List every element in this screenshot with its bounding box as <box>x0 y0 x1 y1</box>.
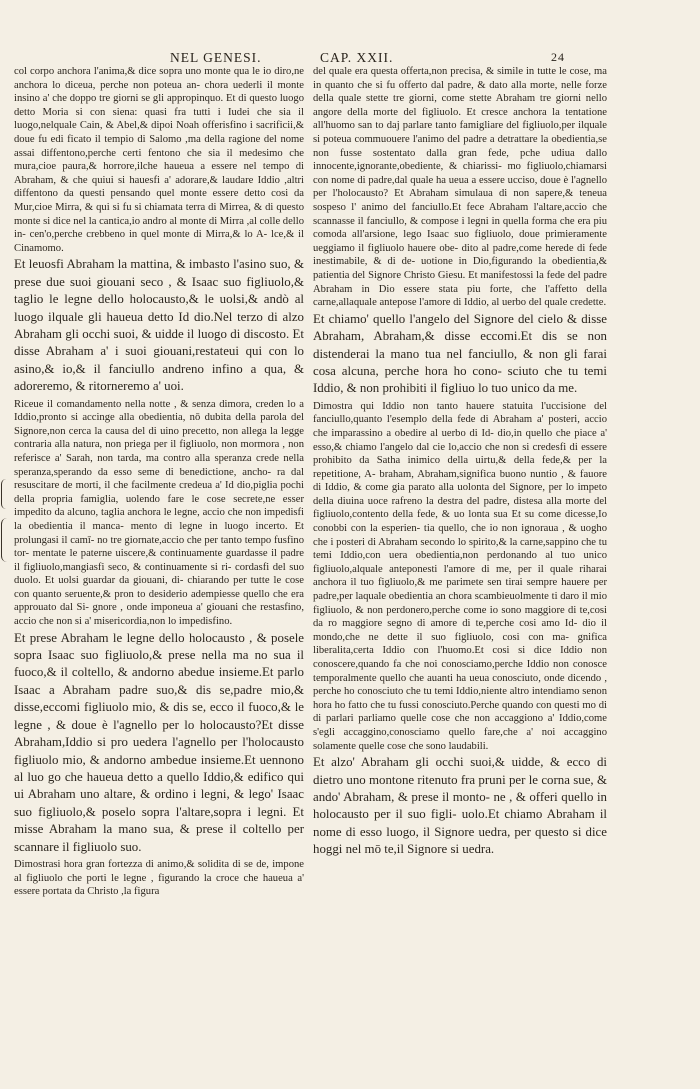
scripture-paragraph: Et leuosfi Abraham la mattina, & imbasto l'asino suo, & prese due suoi giouani seco , & Isaac suo figliuolo,& taglio le legne dello holocausto,& le uolsi,& andò al luogo ilquale gli haueua detto Id dio.Nel terzo di alzo Abraham gli occhi suoi, & uidde il luogo di discosto. Et disse Abraham a' i suoi giouani,restateui qui con lo asino,& io,& il fanciullo andreno infino a qua, & adoreremo, & ritorneremo a' uoi. <box>14 257 304 394</box>
commentary-paragraph: Dimostra qui Iddio non tanto hauere statuita l'uccisione del fanciullo,quanto l'esemplo della fede di Abraham a' posteri, accio che imparassino a obedire al uerbo di Id- dio,in quello che piace a' esso,& chiamo l'angelo dal cie lo,accio che non si credesfi di essere prohibito da Satha inimico della uirtu,& della fede,& per la repetitione, A- braham, Abraham,significa buono nuntio , & fauore di Iddio, & come gia parato alla uolonta del Signore, per lo impeto della diuina uoce rafreno la destra del padre, distesa alla morte del figliuolo,contento della fede, & uo lonta sua Et su come dicesse,Io conobbi con la esperien- tia quello, che io non ignoraua , & uogho che i posteri di Abraham secondo lo spirito,& la carne,sappino che tu temi Iddio,con uera obedientia,non perdonando al tuo unico figliuolo,alquale anteponesti l'amore di me, per il quale riharai anchora il tuo figliuolo,& me parimete sen tirai sempre hauere per padre,per laquale obedientia an chora scambieuolmente ti daro il mio figliuolo, & non perdonero,perche come io sono maggiore di te,cosi da ro maggiore segno di amore di te,perche cosi amo Id- dio il mondo,che ne dette il suo figliuolo, cosi con ma- gnifica liberalita,certa Iddio con l'huomo.Et cosi si dice Iddio non conoscere,quando fa che noi conosciamo,perche Iddio non conosce temporalmente quello che auanti ha ueua conosciuto, onde dicendo , perche ho conosciuto che tu temi Iddio,niente altro intendiamo senon hora ho fatto che tu fussi conosciuto.Perche quando con questi mo di di parlari parliamo quelle cose che non accaggiono a' Iddio,come s'egli accaggino,conosciamo quello fare,che a' noi accaggino solamente quelle cose che sono laudabili. <box>313 400 607 752</box>
scripture-paragraph: Et alzo' Abraham gli occhi suoi,& uidde, & ecco di dietro uno montone ritenuto fra pruni per le corna sue, & ando' Abraham, & prese il monto- ne , & offeri quello in holocausto per il suo figli- uolo.Et chiamo Abraham il nome di esso luogo, il Signore uedra, per questo si dice hoggi nel mō te,il Signore si uedra. <box>313 755 607 857</box>
right-column <box>313 65 607 861</box>
page-number: 24 <box>551 50 565 64</box>
chapter-heading: CAP. XXII. <box>320 50 394 65</box>
scripture-paragraph: Et chiamo' quello l'angelo del Signore del cielo & disse Abraham, Abraham,& disse eccomi.Et dis se non distenderai la mano tua nel fanciullo, & non gli farai cosa alcuna, perche hora ho cono- sciuto che tu temi Iddio, & non prohibiti il figliuo lo tuo unico da me. <box>313 311 607 396</box>
commentary-paragraph: col corpo anchora l'anima,& dice sopra uno monte qua le io diro,ne anchora lo diceua, perche non poteua an- chora uederli il monte insino a' che doppo tre giorni se gli appropinquo. Et di questo luogo detto Moria si con siena: quasi fra tutti i Iudei che sia il luogo,nelquale Cain, & Abel,& dipoi Noah offerisfino i sacrificii,& doue fu edi ficato il tempio di Salomo ,ma della ragione del nome assai diffentono,perche certi fentono che sia il medesimo che mura,cioe paura,& horrore,ilche haueua a essere nel tempo di Abraham, & che quiui si hauesfi a' adorare,& laudare Iddio ,altri diffentono da questi pensando quel monte essere detto cosi da Mur,cioe Mirra, & qui si fu si chiamata terra di Mirrea, & di questo monte si dice nel la cantica,io andro al monte di Mirra ,al colle dello in- cen'o,perche crebbeno in quel monte di Mirra,& lo A- lce,& il Cinamomo. <box>14 66 304 254</box>
scripture-paragraph: Et prese Abraham le legne dello holocausto , & posele sopra Isaac suo figliuolo,& prese nella ma no sua il fuoco,& il coltello, & andorno abedue insieme.Et parlo Isaac a Abraham padre suo,& dis se,padre mio,& disse,eccomi figliuolo mio, & dis se, ecco il fuoco,& le legne , & doue è l'agnello per lo holocausto?Et disse Abraham,Iddio si pro uedera l'agnello per l'holocausto figliuolo mio, & andorno ambedue insieme.Et uennono al luo go che haueua detto a quello Iddio,& edifico qui ui Abraham uno altare, & ordino i legni, & lego' Isaac suo figliuolo,& poselo sopra l'altare,sopra i legni. Et misse Abraham la mano sua, & prese il coltello per scannare il figliuolo suo. <box>14 630 304 854</box>
book-title: NEL GENESI. <box>170 50 262 65</box>
margin-bracket <box>1 518 10 562</box>
commentary-paragraph: Riceue il comandamento nella notte , & senza dimora, creden lo a Iddio,pronto si accinge alla obedientia, nō dubita della parola del Signore,non cerca la causa del di uino precetto, non allega la legge contraria alla natura, non priega per il figliuolo, non mormora , non referisce a' Sarah, non tarda, ma contro alla speranza crede nella speranza,sperando da esso seme di benedictione, ancho- ra dal resuscitare de morti, il che facilmente credeua a' Id dio,piglia pochi della propria famiglia, uolendo fare le cose secrete,ne esser impedito da alcuno, taglia anchora le legne, accio che non impedisfi la obedientia il manca- mento di legne in luogo incerto. Et prolungasi il camī- no tre giornate,accio che per tanto tempo fusfino tor- mentate le paterne uiscere,& continuamente guardasse il padre il figliuolo,mangiasfi seco, & continuamente si ri- cordasfi del suo duolo. Et uolsi guardar da giouani, di- chiarando per tutte le cose con quanto seruente,& pron to desiderio adempiesse quello che era approuato dal Si- gnore , onde imponeua a' giouani che restasfino, accio che non si a' misericordia,non lo impedisfino. <box>14 398 304 628</box>
commentary-paragraph: del quale era questa offerta,non precisa, & simile in tutte le cose, ma in quanto che si fu offerto dal padre, & dato alla morte, nelle forze della quale stette tre giorni, come stette Abraham tre giorni nello angore della morte del figliuolo. Et cresce anchora la tentatione all'huomo san to daj parlare tanto famigliare del figliuolo,per ilquale si poteua commuouere l'animo del padre a detrattare la obedientia,se non fusse sostentato dalla gran fede, pche udiua dallo innocente,ignorante,obediente, & chiarissi- mo figliuolo,chiamarsi con nome di padre,dal quale ha ueua a essere ucciso, doue è l'agnello per l'holocausto? Et Abraham simulaua di non sapere,& teneua sospeso l' animo del fanciullo.Et fece Abraham l'altare,accio che scannasse il fanciullo, & compose i legni in quella forma che era piu comoda all'arsione, lego Isaac suo figliuolo, doue primieramente ueggiamo il figliuolo hauere obe- dito al padre,come herede di fede inestimabile, & di de- uotione in Dio,figurando la obedientia,& patientia del Signore Christo Giesu. Et manifestossi la fede del padre Abraham in Dio essere stata piu forte, che l'affetto della carne,allaquale antepose l'amore di Iddio, al uerbo del quale credette. <box>313 66 607 309</box>
left-column <box>14 65 304 899</box>
margin-mark <box>1 479 8 509</box>
commentary-paragraph: Dimostrasi hora gran fortezza di animo,& solidita di se de, impone al figliuolo che porti le legne , figurando la croce che haueua a' essere portata da Christo ,la figura <box>14 858 304 898</box>
